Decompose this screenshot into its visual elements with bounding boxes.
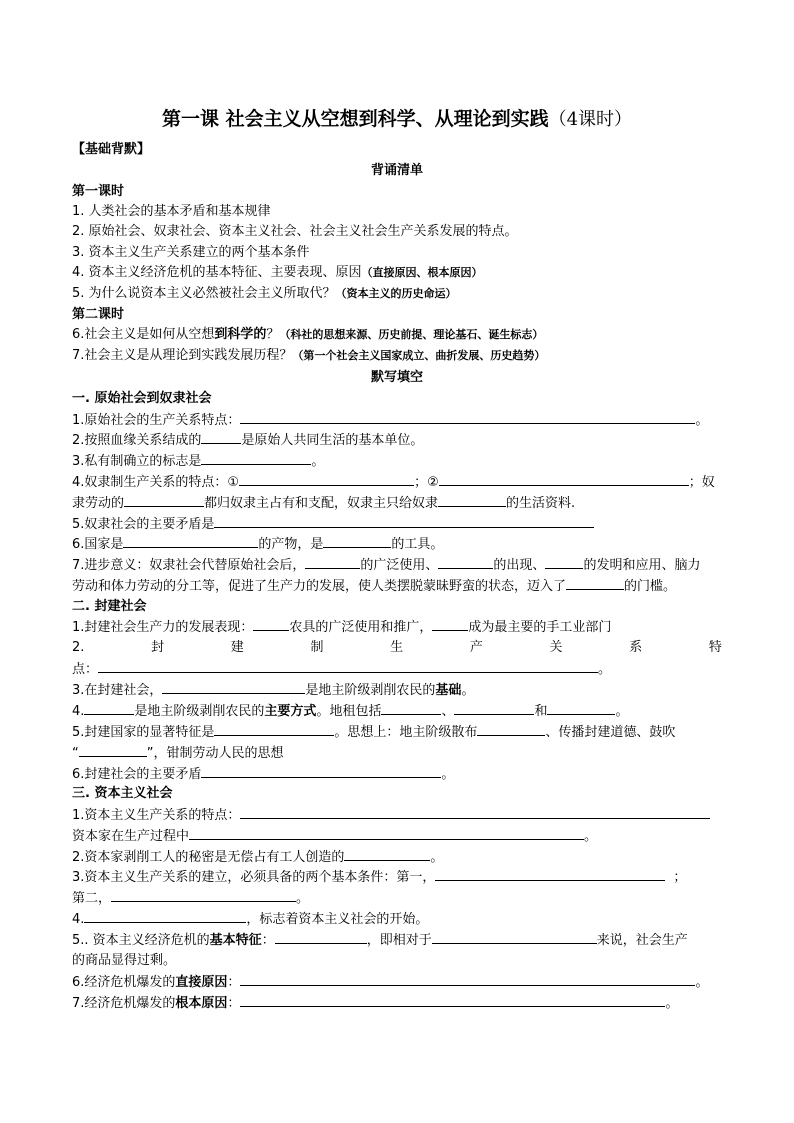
s1-q7-blank-3[interactable] xyxy=(545,556,583,569)
s2-q2-char: 生 xyxy=(390,640,404,655)
s1-q7-blank-2[interactable] xyxy=(438,556,493,569)
s1-q7-text-f: 的门槛。 xyxy=(624,579,677,594)
s2-q2-char: 系 xyxy=(629,640,643,655)
s2-q2-char: 制 xyxy=(310,640,324,655)
s1-q5-text: 5.奴隶社会的主要矛盾是 xyxy=(72,517,215,532)
dictation-heading: 默写填空 xyxy=(370,370,423,385)
s2-q4-blank-2[interactable] xyxy=(381,702,441,715)
s2-q1-text-b: 农具的广泛使用和推广， xyxy=(289,620,433,635)
s3-q5-text-c: ： xyxy=(261,933,275,948)
s2-q3 xyxy=(72,681,474,700)
s2-q4 xyxy=(72,702,629,721)
s2-q4-text-e: 、 xyxy=(441,704,455,719)
s3-q1-row2 xyxy=(72,827,597,846)
s2-q3-bold: 基础 xyxy=(435,683,462,698)
s1-q4-row2 xyxy=(72,494,575,513)
s3-q5-blank-2[interactable] xyxy=(432,931,597,944)
s2-q1 xyxy=(72,618,611,637)
s3-q2-blank[interactable] xyxy=(344,848,430,861)
recite-item-7-note: （第一个社会主义国家成立、曲折发展、历史趋势） xyxy=(292,349,546,362)
s1-q4-row1 xyxy=(72,473,715,492)
recite-item-2: 2. 原始社会、奴隶社会、资本主义社会、社会主义社会生产关系发展的特点。 xyxy=(72,224,518,239)
page-title xyxy=(72,104,722,131)
s3-q3-comma: ， xyxy=(422,870,436,885)
s2-q1-blank-1[interactable] xyxy=(253,618,289,631)
s3-q7 xyxy=(72,994,678,1013)
s1-q4-blank-3[interactable] xyxy=(124,494,204,507)
s3-q3-blank-2[interactable] xyxy=(111,889,296,902)
s3-q6 xyxy=(72,973,708,992)
s2-q4-blank-3[interactable] xyxy=(454,702,534,715)
s1-q6-blank-1[interactable] xyxy=(123,535,258,548)
recite-item-7-text: 7.社会主义是从理论到实践发展历程？ xyxy=(72,348,293,363)
recite-item-5-text: 5. 为什么说资本主义必然被社会主义所取代？ xyxy=(72,286,336,301)
lesson2-heading: 第二课时 xyxy=(72,307,125,322)
s2-q1-text-a: 1.封建社会生产力的发展表现： xyxy=(72,620,254,635)
s2-q2-row2 xyxy=(72,660,611,679)
s2-q1-text-c: 成为最主要的手工业部门 xyxy=(468,620,612,635)
s1-q3-end: 。 xyxy=(311,454,325,469)
s2-q2-text-b: 点： xyxy=(72,662,99,677)
s3-q3-end: 。 xyxy=(296,891,310,906)
s3-q1-blank-1[interactable] xyxy=(240,806,710,819)
s3-q3-blank-1[interactable] xyxy=(435,868,665,881)
s3-q3-semicolon: ； xyxy=(673,870,687,885)
lesson1-heading: 第一课时 xyxy=(72,184,125,199)
s2-q5-row2 xyxy=(72,744,284,763)
s2-q4-text-f: 和 xyxy=(534,704,548,719)
s3-q6-end: 。 xyxy=(695,975,709,990)
s2-q5-blank-3[interactable] xyxy=(79,744,147,757)
s2-heading: 二. 封建社会 xyxy=(72,599,147,614)
s1-q7-text-b: 的广泛使用、 xyxy=(360,558,439,573)
s2-q3-text-a: 3.在封建社会， xyxy=(72,683,163,698)
s1-q4-text-f: 的生活资料. xyxy=(506,496,576,511)
recite-item-4-text: 4. 资本主义经济危机的基本特征、主要表现、原因 xyxy=(72,265,362,280)
s2-q5-blank-1[interactable] xyxy=(214,723,334,736)
s3-heading: 三. 资本主义社会 xyxy=(72,786,173,801)
s2-q5-text-e: ”，钳制劳动人民的思想 xyxy=(146,746,284,761)
recite-item-1: 1. 人类社会的基本矛盾和基本规律 xyxy=(72,204,271,219)
s2-q2-char: 特 xyxy=(708,640,722,655)
s3-q7-text-a: 7.经济危机爆发的 xyxy=(72,996,176,1011)
s3-q2-end: 。 xyxy=(430,850,444,865)
s1-q7-row2 xyxy=(72,577,676,596)
s2-q4-text-b: 是地主阶级剥削农民的 xyxy=(134,704,265,719)
s2-q5-blank-2[interactable] xyxy=(477,723,545,736)
s3-q3-row2 xyxy=(72,889,309,908)
recite-item-5 xyxy=(72,285,457,303)
s3-q5-text-a: 5.. 资本主义经济危机的 xyxy=(72,933,210,948)
s1-q3-text: 3.私有制确立的标志是 xyxy=(72,454,202,469)
s2-q5-row1 xyxy=(72,723,675,742)
s3-q1-text: 1.资本主义生产关系的特点： xyxy=(72,808,241,823)
s3-q1-text-b: 资本家在生产过程中 xyxy=(72,829,190,844)
s1-q4-blank-1[interactable] xyxy=(239,473,414,486)
s3-q6-blank[interactable] xyxy=(240,973,695,986)
s1-q3-blank[interactable] xyxy=(201,452,311,465)
s1-q4-text-a: 4.奴隶制生产关系的特点：① xyxy=(72,475,240,490)
s1-q4-text-d: 隶劳动的 xyxy=(72,496,125,511)
s3-q4-text-a: 4. xyxy=(72,912,85,927)
s1-q6 xyxy=(72,535,443,554)
s1-q2-text-b: 是原始人共同生活的基本单位。 xyxy=(241,433,424,448)
recite-item-6-mark: ？ xyxy=(266,327,280,342)
s2-q3-text-b: 是地主阶级剥削农民的 xyxy=(305,683,436,698)
s3-q6-text-c: ： xyxy=(227,975,241,990)
s1-q7-blank-4[interactable] xyxy=(566,577,624,590)
s3-q3-text-a: 3.资本主义生产关系的建立，必须具备的两个基本条件：第一 xyxy=(72,870,423,885)
s3-q2 xyxy=(72,848,443,867)
s1-q6-text-a: 6.国家是 xyxy=(72,537,124,552)
s2-q6-end: 。 xyxy=(441,767,455,782)
s2-q2-char: 2. xyxy=(72,640,85,655)
s1-q7-text-e: 劳动和体力劳动的分工等，促进了生产力的发展，使人类摆脱蒙昧野蛮的状态，迈入了 xyxy=(72,579,567,594)
s1-q2-text-a: 2.按照血缘关系结成的 xyxy=(72,433,202,448)
s1-q6-text-b: 的产物，是 xyxy=(258,537,324,552)
s3-q2-text: 2.资本家剥削工人的秘密是无偿占有工人创造的 xyxy=(72,850,345,865)
recite-item-5-note: （资本主义的历史命运） xyxy=(335,287,457,300)
s1-q1-text: 1.原始社会的生产关系特点： xyxy=(72,413,241,428)
s1-q4-text-b: ；② xyxy=(414,475,439,490)
s3-q7-text-c: ： xyxy=(227,996,241,1011)
s1-q1 xyxy=(72,411,708,430)
recite-item-4 xyxy=(72,264,483,282)
recite-item-6-bold: 到科学的 xyxy=(214,327,267,342)
s2-q6 xyxy=(72,765,454,784)
s1-q4-text-c: ；奴 xyxy=(688,475,715,490)
s2-q3-end: 。 xyxy=(461,683,475,698)
s2-q4-text-a: 4. xyxy=(72,704,85,719)
title-sub: （4课时） xyxy=(548,109,633,130)
s2-q3-blank[interactable] xyxy=(162,681,305,694)
s2-q2-row1 xyxy=(72,639,722,657)
s1-q3 xyxy=(72,452,324,471)
s2-q4-blank-4[interactable] xyxy=(547,702,615,715)
title-main: 第一课 社会主义从空想到科学、从理论到实践 xyxy=(161,108,549,130)
s2-q2-end: 。 xyxy=(598,662,612,677)
s3-q5-text-e: 来说，社会生产 xyxy=(596,933,688,948)
s3-q1-end: 。 xyxy=(584,829,598,844)
s3-q5-bold: 基本特征 xyxy=(209,933,262,948)
s2-q4-end: 。 xyxy=(615,704,629,719)
s1-q1-end: 。 xyxy=(695,413,709,428)
s2-q5-text-b: 。思想上：地主阶级散布 xyxy=(334,725,478,740)
s2-q1-blank-2[interactable] xyxy=(432,618,468,631)
s1-q7-blank-1[interactable] xyxy=(305,556,360,569)
recite-item-6-text: 6.社会主义是如何从空想 xyxy=(72,327,215,342)
s1-q5 xyxy=(72,515,594,534)
recite-item-6 xyxy=(72,326,543,344)
s3-q6-bold: 直接原因 xyxy=(175,975,228,990)
s2-q4-bold: 主要方式 xyxy=(264,704,317,719)
s3-q5-blank-1[interactable] xyxy=(275,931,367,944)
s3-q1-row1 xyxy=(72,806,710,825)
s3-q7-end: 。 xyxy=(665,996,679,1011)
s1-q2 xyxy=(72,431,423,450)
recite-item-6-note: （科社的思想来源、历史前提、理论基石、诞生标志） xyxy=(279,328,544,341)
s2-q2-blank[interactable] xyxy=(98,660,598,673)
s3-q4 xyxy=(72,910,428,929)
s2-q2-char: 封 xyxy=(151,640,165,655)
s1-q1-blank[interactable] xyxy=(240,411,695,424)
s2-q2-char: 关 xyxy=(549,640,563,655)
s1-q7-text-c: 的出现、 xyxy=(493,558,546,573)
s1-q7-text-d: 的发明和应用、脑力 xyxy=(583,558,701,573)
s1-q5-blank[interactable] xyxy=(214,515,594,528)
recite-heading: 背诵清单 xyxy=(370,163,423,178)
s1-q7-text-a: 7.进步意义：奴隶社会代替原始社会后， xyxy=(72,558,306,573)
s3-q5-text-d: ，即相对于 xyxy=(366,933,432,948)
s3-q5-row2: 的商品显得过剩。 xyxy=(72,953,177,968)
s1-q7-row1 xyxy=(72,556,700,575)
s2-q2-char: 建 xyxy=(230,640,244,655)
s1-q4-blank-2[interactable] xyxy=(439,473,689,486)
s3-q1-blank-2[interactable] xyxy=(189,827,584,840)
section-tag: 【基础背默】 xyxy=(72,142,151,157)
s2-q2-char: 产 xyxy=(469,640,483,655)
s1-q4-text-e: 都归奴隶主占有和支配，奴隶主只给奴隶 xyxy=(204,496,439,511)
s2-q5-text-c: 、传播封建道德、鼓吹 xyxy=(545,725,676,740)
s1-q2-blank[interactable] xyxy=(201,431,241,444)
s2-q6-text: 6.封建社会的主要矛盾 xyxy=(72,767,202,782)
s2-q5-text-a: 5.封建国家的显著特征是 xyxy=(72,725,215,740)
s3-q3-text-b: 第二， xyxy=(72,891,112,906)
s1-q6-blank-2[interactable] xyxy=(323,535,391,548)
s1-q6-text-c: 的工具。 xyxy=(391,537,444,552)
recite-item-4-note: （直接原因、根本原因） xyxy=(361,266,483,279)
s3-q6-text-a: 6.经济危机爆发的 xyxy=(72,975,176,990)
s2-q4-blank-1[interactable] xyxy=(84,702,134,715)
s1-q4-blank-4[interactable] xyxy=(438,494,506,507)
s2-q6-blank[interactable] xyxy=(201,765,441,778)
s3-q3-row1 xyxy=(72,868,686,887)
s1-heading: 一. 原始社会到奴隶社会 xyxy=(72,391,212,406)
s2-q4-text-d: 。地租包括 xyxy=(316,704,382,719)
s3-q7-blank[interactable] xyxy=(240,994,665,1007)
s2-q5-text-d: “ xyxy=(72,746,79,761)
recite-item-3: 3. 资本主义生产关系建立的两个基本条件 xyxy=(72,245,310,260)
s3-q7-bold: 根本原因 xyxy=(175,996,228,1011)
s3-q4-text-b: ，标志着资本主义社会的开始。 xyxy=(246,912,429,927)
s3-q4-blank[interactable] xyxy=(84,910,246,923)
recite-item-7 xyxy=(72,347,545,365)
s3-q5-row1 xyxy=(72,931,688,950)
